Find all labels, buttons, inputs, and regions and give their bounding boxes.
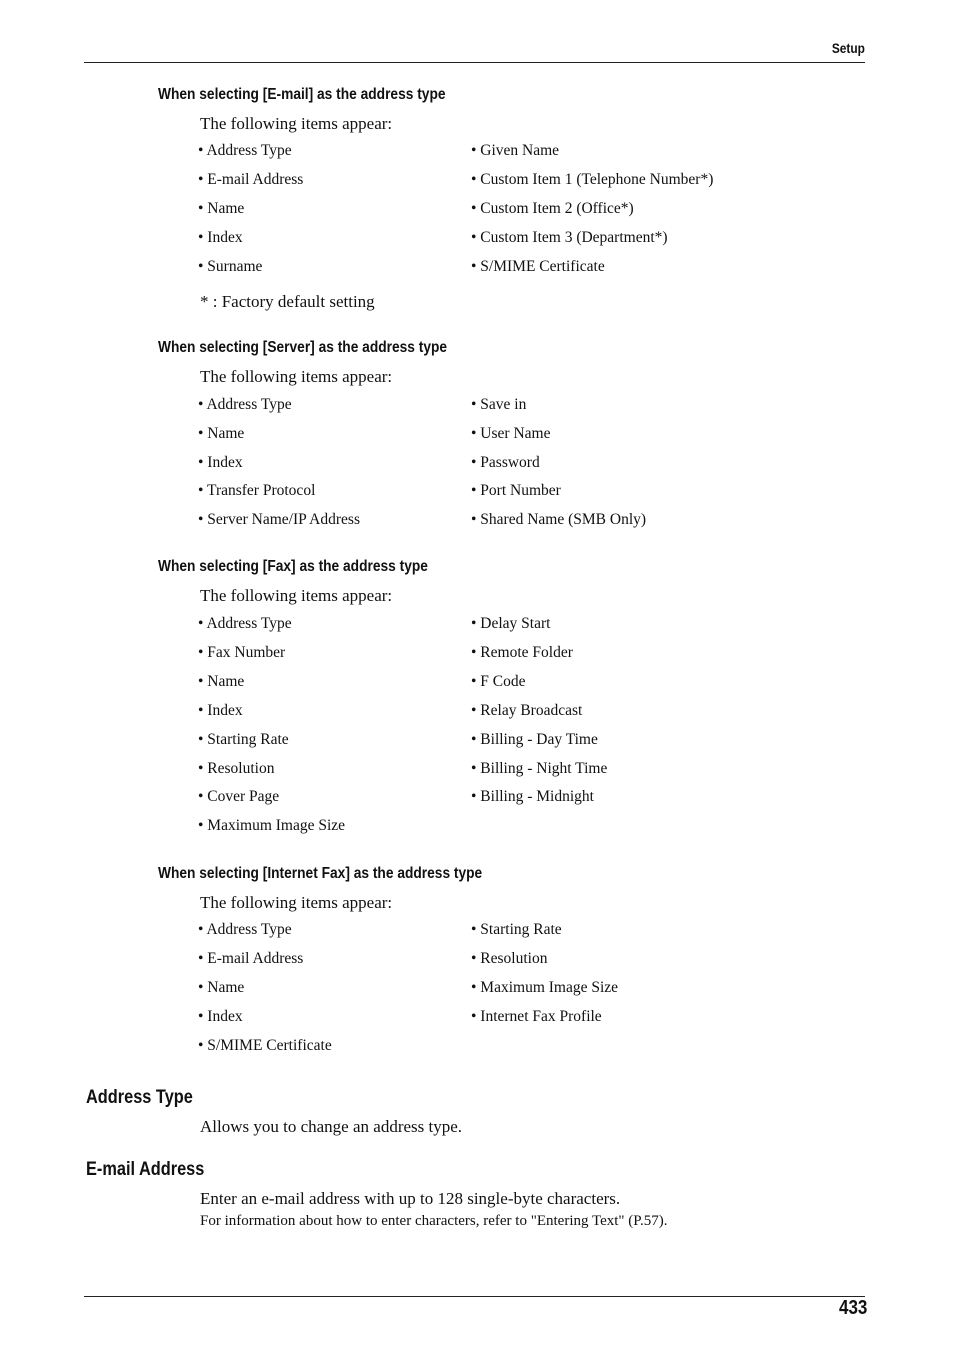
list-item: • Maximum Image Size <box>471 979 619 996</box>
list-item: • Port Number <box>471 482 561 500</box>
list-item: • Index <box>198 229 243 246</box>
list-item: • Given Name <box>471 142 560 159</box>
list-item: • Name <box>198 672 245 690</box>
ifax-section-intro: The following items appear: <box>200 893 393 912</box>
list-item: • Cover Page <box>198 788 280 806</box>
list-item: • Shared Name (SMB Only) <box>471 511 647 529</box>
list-item: • Name <box>198 200 245 217</box>
list-item: • Address Type <box>198 396 292 413</box>
list-item: • Transfer Protocol <box>198 482 316 500</box>
list-item: • Custom Item 2 (Office*) <box>471 200 634 217</box>
list-item: • Resolution <box>198 759 275 777</box>
list-item: • Name <box>198 979 245 996</box>
address-type-body: Allows you to change an address type. <box>200 1117 463 1136</box>
list-item: • Resolution <box>471 950 548 967</box>
list-item: • Internet Fax Profile <box>471 1008 602 1025</box>
list-item: • E-mail Address <box>198 950 304 967</box>
list-item: • Billing - Day Time <box>471 730 598 748</box>
list-item: • Custom Item 3 (Department*) <box>471 229 668 246</box>
factory-default-note: * : Factory default setting <box>200 292 375 311</box>
list-item: • Relay Broadcast <box>471 701 583 719</box>
list-item: • Password <box>471 453 540 471</box>
list-item: • User Name <box>471 424 551 442</box>
email-section-heading: When selecting [E-mail] as the address type <box>158 86 446 103</box>
address-type-heading: Address Type <box>86 1087 193 1108</box>
list-item: • Index <box>198 701 243 719</box>
list-item: • F Code <box>471 672 526 690</box>
list-item: • Index <box>198 1008 243 1025</box>
list-item: • Custom Item 1 (Telephone Number*) <box>471 171 714 188</box>
email-section-intro: The following items appear: <box>200 114 393 133</box>
list-item: • E-mail Address <box>198 171 304 188</box>
list-item: • Save in <box>471 396 527 413</box>
email-address-heading: E-mail Address <box>86 1159 205 1180</box>
email-address-note: For information about how to enter characters, refer to "Entering Text" (P.57). <box>200 1213 668 1229</box>
list-item: • S/MIME Certificate <box>471 258 605 275</box>
list-item: • Server Name/IP Address <box>198 511 360 529</box>
list-item: • Starting Rate <box>198 730 289 748</box>
ifax-section-heading: When selecting [Internet Fax] as the address type <box>158 865 483 882</box>
list-item: • Billing - Night Time <box>471 759 608 777</box>
list-item: • Address Type <box>198 615 292 632</box>
list-item: • Address Type <box>198 921 292 938</box>
list-item: • Index <box>198 453 243 471</box>
email-address-body: Enter an e-mail address with up to 128 single-byte characters. <box>200 1189 621 1208</box>
page-number: 433 <box>838 1297 867 1319</box>
list-item: • Billing - Midnight <box>471 788 594 806</box>
header-rule <box>84 62 865 63</box>
list-item: • Delay Start <box>471 615 551 632</box>
fax-section-heading: When selecting [Fax] as the address type <box>158 558 428 575</box>
server-section-heading: When selecting [Server] as the address type <box>158 339 448 356</box>
list-item: • Starting Rate <box>471 921 562 938</box>
list-item: • S/MIME Certificate <box>198 1037 332 1054</box>
footer-rule <box>84 1296 865 1297</box>
list-item: • Name <box>198 424 245 442</box>
list-item: • Remote Folder <box>471 643 573 661</box>
server-section-intro: The following items appear: <box>200 367 393 386</box>
list-item: • Surname <box>198 258 263 275</box>
fax-section-intro: The following items appear: <box>200 586 393 605</box>
list-item: • Address Type <box>198 142 292 159</box>
header-section-label: Setup <box>831 40 865 56</box>
list-item: • Maximum Image Size <box>198 817 346 835</box>
list-item: • Fax Number <box>198 643 286 661</box>
